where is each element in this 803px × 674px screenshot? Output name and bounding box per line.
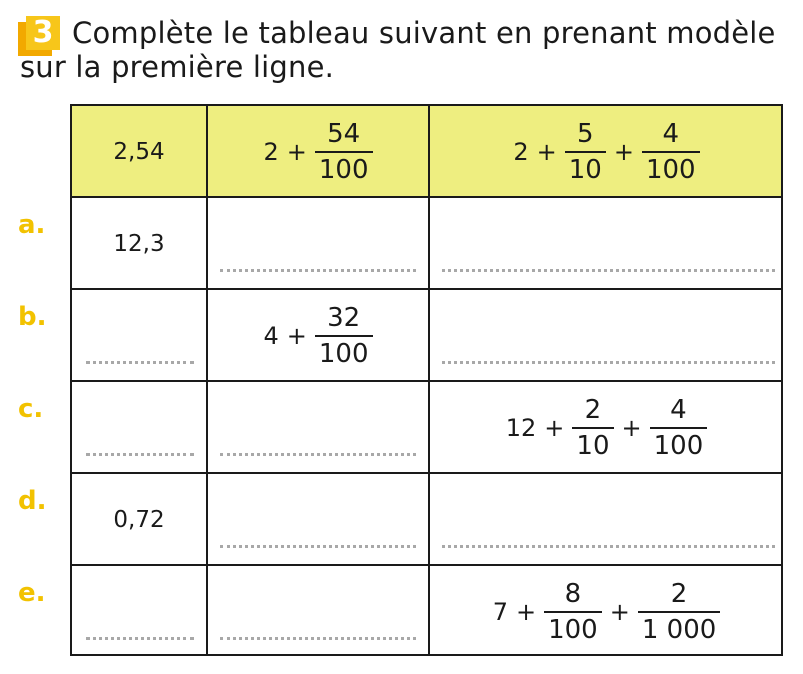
- row-letter-c: c.: [18, 394, 44, 424]
- answer-dotted-line[interactable]: [86, 453, 194, 456]
- header-decimal-cell: [72, 106, 206, 198]
- two-term-cell: [208, 290, 428, 382]
- row-letter-d: d.: [18, 486, 47, 516]
- two-term-expression: [263, 304, 372, 368]
- plus-sign: +: [613, 138, 634, 166]
- three-term-answer-cell[interactable]: [430, 290, 783, 382]
- decimal-table: [70, 104, 783, 656]
- decimal-value: 12,3: [113, 231, 165, 257]
- answer-dotted-line[interactable]: [442, 269, 775, 272]
- three-term-answer-cell[interactable]: [430, 474, 783, 566]
- three-term-cell: [430, 382, 783, 474]
- row-divider: [72, 196, 781, 198]
- fraction: [315, 120, 373, 184]
- fraction-tenths: [572, 396, 613, 460]
- two-term-answer-cell[interactable]: [208, 382, 428, 474]
- row-letter-e: e.: [18, 578, 46, 608]
- header-three-term-cell: [430, 106, 783, 198]
- plus-sign: +: [609, 598, 630, 626]
- two-term-answer-cell[interactable]: [208, 474, 428, 566]
- row-divider: [72, 564, 781, 566]
- answer-dotted-line[interactable]: [442, 361, 775, 364]
- row-letter-a: a.: [18, 210, 46, 240]
- answer-dotted-line[interactable]: [442, 545, 775, 548]
- numerator: 32: [327, 303, 361, 333]
- three-term-expression: [506, 396, 708, 460]
- answer-dotted-line[interactable]: [220, 453, 416, 456]
- three-term-answer-cell[interactable]: [430, 198, 783, 290]
- decimal-cell: [72, 474, 206, 566]
- whole-part: 12: [505, 414, 537, 442]
- two-term-answer-cell[interactable]: [208, 566, 428, 658]
- fraction-bar: [650, 427, 708, 429]
- header-whole: 2: [263, 138, 279, 166]
- header-whole: 2: [513, 138, 529, 166]
- row-divider: [72, 472, 781, 474]
- denominator: 10: [576, 431, 610, 461]
- plus-sign: +: [286, 138, 307, 166]
- denominator: 1 000: [641, 615, 717, 645]
- fraction-tenths: [565, 120, 606, 184]
- table-row-b: [72, 290, 781, 382]
- decimal-value: 0,72: [113, 507, 165, 533]
- table-row-e: [72, 566, 781, 658]
- row-divider: [72, 288, 781, 290]
- table-row-d: [72, 474, 781, 566]
- table-row-c: [72, 382, 781, 474]
- fraction-hundredths: [642, 120, 700, 184]
- numerator: 54: [327, 119, 361, 149]
- denominator: 100: [548, 615, 598, 645]
- fraction-bar: [315, 151, 373, 153]
- header-two-term-expression: [263, 120, 372, 184]
- denominator: 100: [653, 431, 704, 461]
- row-letter-b: b.: [18, 302, 47, 332]
- fraction-bar: [638, 611, 720, 613]
- plus-sign: +: [621, 414, 642, 442]
- instruction-line-1: Complète le tableau suivant en prenant modèle: [72, 16, 776, 50]
- decimal-answer-cell[interactable]: [72, 382, 206, 474]
- decimal-cell: [72, 198, 206, 290]
- fraction-bar: [565, 151, 606, 153]
- fraction-bar: [642, 151, 700, 153]
- three-term-expression: [493, 580, 721, 644]
- numerator: 2: [670, 579, 688, 609]
- two-term-answer-cell[interactable]: [208, 198, 428, 290]
- fraction-bar: [572, 427, 613, 429]
- numerator: 8: [564, 579, 582, 609]
- row-divider: [72, 380, 781, 382]
- numerator: 4: [662, 119, 680, 149]
- header-two-term-cell: [208, 106, 428, 198]
- denominator: 10: [568, 155, 602, 185]
- fraction-thousandths: [638, 580, 720, 644]
- answer-dotted-line[interactable]: [220, 545, 416, 548]
- denominator: 100: [318, 155, 369, 185]
- numerator: 4: [670, 395, 687, 425]
- plus-sign: +: [515, 598, 537, 626]
- three-term-cell: [430, 566, 783, 658]
- answer-dotted-line[interactable]: [86, 361, 194, 364]
- fraction-bar: [315, 335, 373, 337]
- whole-part: 7: [492, 598, 508, 626]
- plus-sign: +: [544, 414, 565, 442]
- numerator: 5: [577, 119, 594, 149]
- decimal-answer-cell[interactable]: [72, 566, 206, 658]
- exercise-number: 3: [26, 16, 60, 50]
- table-row-a: [72, 198, 781, 290]
- table-header-row: [72, 106, 781, 198]
- answer-dotted-line[interactable]: [220, 269, 416, 272]
- fraction-hundredths: [650, 396, 708, 460]
- decimal-answer-cell[interactable]: [72, 290, 206, 382]
- numerator: 2: [584, 395, 602, 425]
- fraction-hundredths: [544, 580, 602, 644]
- plus-sign: +: [286, 322, 307, 350]
- column-divider: [206, 106, 208, 654]
- whole-part: 4: [263, 322, 279, 350]
- answer-dotted-line[interactable]: [220, 637, 416, 640]
- fraction-bar: [544, 611, 602, 613]
- header-three-term-expression: [513, 120, 699, 184]
- denominator: 100: [318, 339, 369, 369]
- exercise-instruction: [20, 16, 795, 84]
- answer-dotted-line[interactable]: [86, 637, 194, 640]
- instruction-line-2: sur la première ligne.: [20, 50, 335, 84]
- column-divider: [428, 106, 430, 654]
- plus-sign: +: [536, 138, 557, 166]
- denominator: 100: [645, 155, 696, 185]
- header-decimal: 2,54: [113, 139, 165, 165]
- fraction: [315, 304, 373, 368]
